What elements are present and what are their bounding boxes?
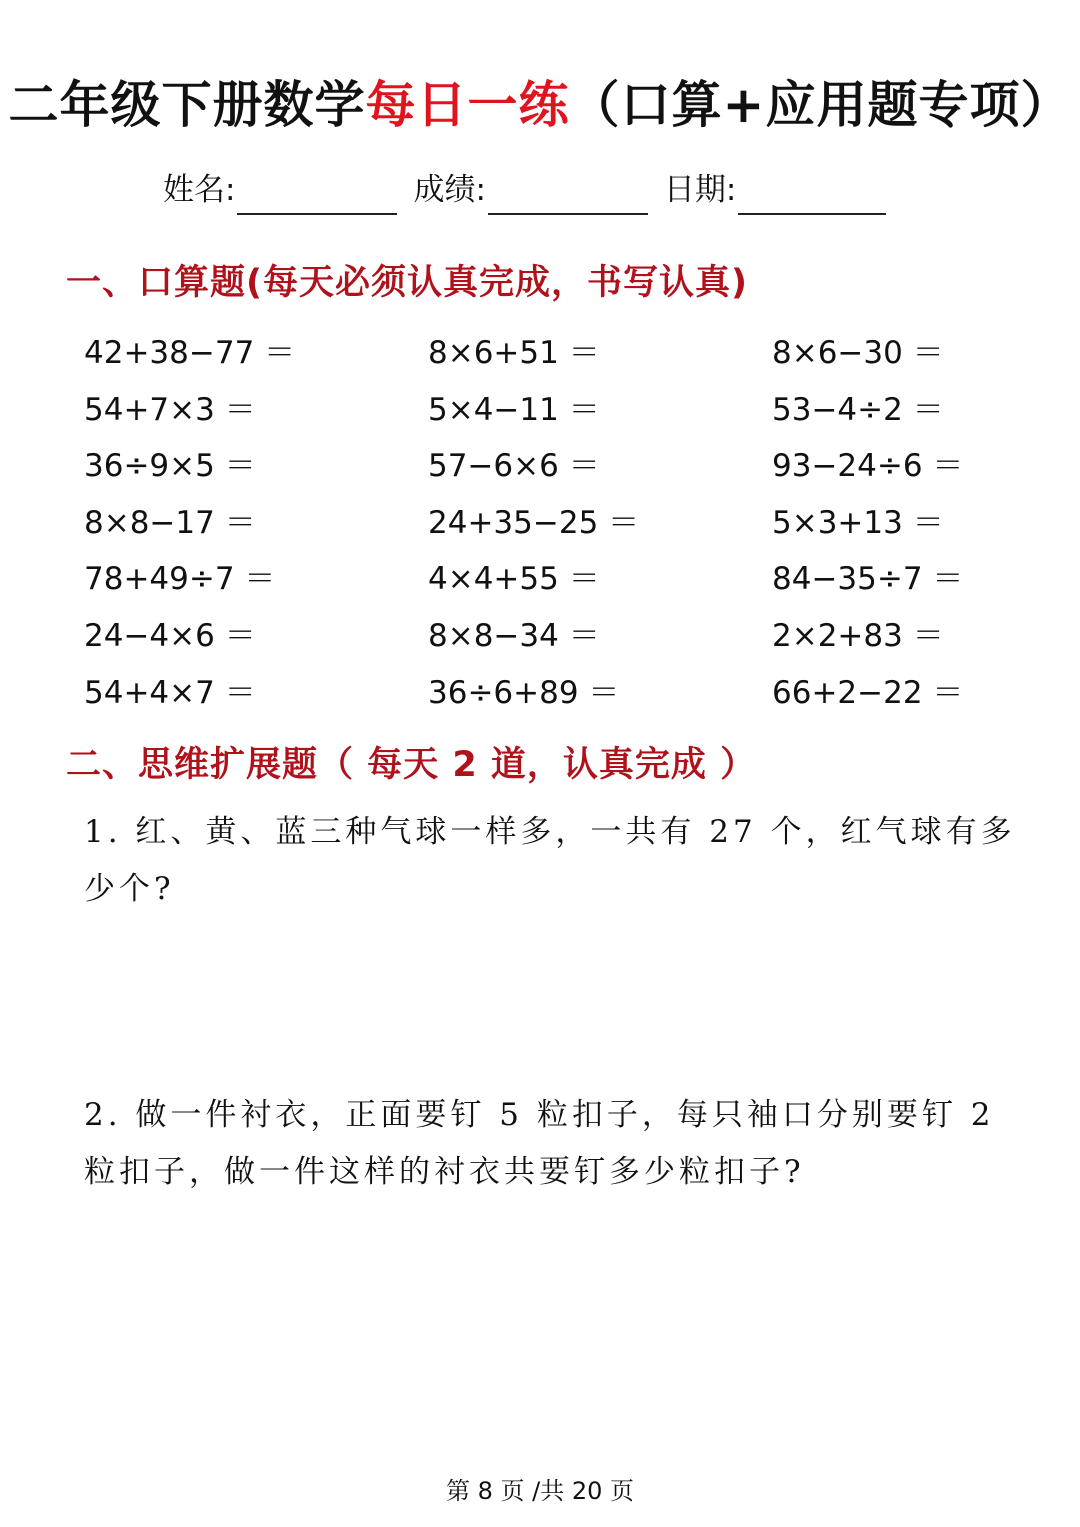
word-problem-2: 2. 做一件衬衣，正面要钉 5 粒扣子，每只袖口分别要钉 2 粒扣子，做一件这样的衬衣共要钉多少粒扣子? [84,1097,995,1190]
mental-math-grid [84,325,1044,721]
calc-item: 36÷9×5 ＝ [84,448,256,485]
title-highlight: 每日一练 [365,76,570,134]
calc-item: 8×8−34 ＝ [428,617,600,654]
page-title [0,70,1080,140]
word-problem-1: 1. 红、黄、蓝三种气球一样多，一共有 27 个，红气球有多少个? [84,814,1016,907]
calc-item: 24+35−25 ＝ [428,504,640,541]
calc-item: 66+2−22 ＝ [772,674,964,711]
date-label: 日期: [663,172,737,208]
calc-item: 93−24÷6 ＝ [772,448,964,485]
calc-item: 4×4+55 ＝ [428,561,600,598]
calc-item: 8×8−17 ＝ [84,504,256,541]
score-blank[interactable] [488,177,648,215]
section-2-title: 二、思维扩展题（ 每天 2 道，认真完成 ） [66,745,757,785]
calc-item: 5×3+13 ＝ [772,504,944,541]
calc-item: 8×6−30 ＝ [772,335,944,371]
calc-item: 24−4×6 ＝ [84,617,256,654]
calc-item: 84−35÷7 ＝ [772,561,964,598]
calc-item: 2×2+83 ＝ [772,617,944,654]
calc-item: 42+38−77 ＝ [84,335,296,371]
calc-item: 54+7×3 ＝ [84,391,256,428]
page-number: 第 8 页 /共 20 页 [445,1477,635,1505]
calc-item: 53−4÷2 ＝ [772,391,944,428]
score-label: 成绩: [413,172,486,208]
calc-item: 54+4×7 ＝ [84,674,256,711]
title-part-1: 二年级下册数学 [8,76,366,134]
calc-item: 36÷6+89 ＝ [428,674,620,711]
date-blank[interactable] [738,177,886,215]
name-label: 姓名: [163,172,236,208]
name-blank[interactable] [237,177,397,215]
calc-item: 57−6×6 ＝ [428,448,600,485]
calc-item: 78+49÷7 ＝ [84,561,276,598]
calc-item: 5×4−11 ＝ [428,391,600,428]
title-part-3: （口算+应用题专项） [569,76,1072,134]
student-info-row [163,165,902,215]
section-1-title: 一、口算题(每天必须认真完成，书写认真) [66,263,748,303]
calc-item: 8×6+51 ＝ [428,335,600,371]
